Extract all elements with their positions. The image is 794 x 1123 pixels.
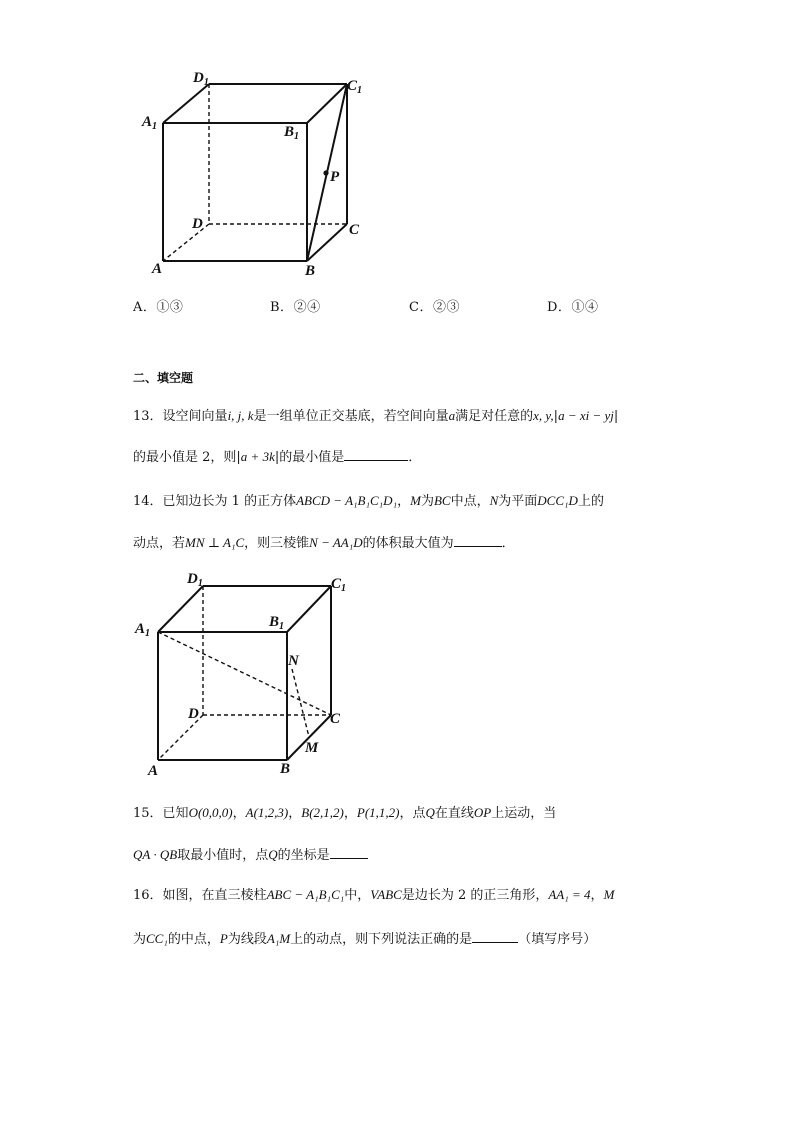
point-P xyxy=(323,170,328,175)
q16-text2: 中， xyxy=(344,888,371,903)
q13-text3: 满足对任意的 xyxy=(455,409,534,424)
q16-number: 16． xyxy=(133,888,163,903)
q15-dot-product: QA · QB xyxy=(133,847,178,862)
q15-point-O: O(0,0,0) xyxy=(188,805,233,820)
q15-line2 xyxy=(133,844,368,863)
q16-P: P xyxy=(219,931,228,946)
q14-text2: ， xyxy=(397,494,411,509)
q15-point-B: B(2,1,2) xyxy=(301,805,344,820)
q16-line1 xyxy=(133,884,614,903)
cube-2-svg xyxy=(130,565,370,785)
label-C1: $C_1$ xyxy=(347,78,363,96)
q15-text4: 上运动，当 xyxy=(491,806,557,821)
option-b-value: ②④ xyxy=(293,300,321,315)
label-C: C xyxy=(330,711,341,727)
label-B1: $B_1$ xyxy=(284,124,300,142)
q14-condition: MN ⊥ A₁C xyxy=(185,535,245,550)
label-M: M xyxy=(305,740,319,756)
q13-number: 13． xyxy=(133,409,163,424)
q16-text1: 如图，在直三棱柱 xyxy=(162,888,267,903)
q14-line1 xyxy=(133,490,604,509)
option-d-letter: D． xyxy=(547,300,572,315)
q13-end: ． xyxy=(408,450,422,465)
q14-M: M xyxy=(410,493,421,508)
label-A1: $A_1$ xyxy=(135,621,151,639)
label-A1: $A_1$ xyxy=(142,114,158,132)
diag-A1C xyxy=(158,632,331,715)
q13-xy: x, y, xyxy=(533,408,554,423)
q13-vector-a: a xyxy=(448,408,456,423)
q16-line2-text3: 上的动点，则下列说法正确的是 xyxy=(290,932,473,947)
q14-plane: DCC₁D xyxy=(537,493,578,508)
q13-line2-text2: 的最小值是 xyxy=(279,450,345,465)
q15-text2: ，点 xyxy=(399,806,426,821)
q16-line2 xyxy=(133,928,596,947)
q15-sep3: ， xyxy=(343,806,357,821)
q16-segment: A₁M xyxy=(266,931,291,946)
q15-line2-text1: 取最小值时，点 xyxy=(177,848,269,863)
edge-B1C1 xyxy=(307,84,347,123)
q14-text3: 为 xyxy=(420,494,434,509)
q14-line2 xyxy=(133,532,515,551)
option-b-letter: B． xyxy=(270,300,294,315)
q15-Q2: Q xyxy=(268,847,278,862)
q16-line2-text4: （填写序号） xyxy=(518,932,597,947)
figure-cube-2 xyxy=(130,565,370,785)
label-B: B xyxy=(305,263,316,279)
q15-text1: 已知 xyxy=(162,806,189,821)
q15-number: 15． xyxy=(133,806,163,821)
section-title: 二、填空题 xyxy=(133,371,194,385)
option-c-value: ②③ xyxy=(432,300,460,315)
option-b[interactable] xyxy=(270,296,321,315)
q16-cc1: CC₁ xyxy=(146,931,168,946)
q14-text4: 中点， xyxy=(450,494,490,509)
q14-line2-text1: 动点，若 xyxy=(133,536,186,551)
label-C: C xyxy=(349,222,360,238)
figure-cube-1 xyxy=(130,60,380,280)
q16-prism: ABC − A₁B₁C₁ xyxy=(266,887,345,902)
q14-text6: 上的 xyxy=(577,494,604,509)
edge-B1C1 xyxy=(287,586,331,632)
q15-point-P: P(1,1,2) xyxy=(356,805,400,820)
q14-line2-text3: 的体积最大值为 xyxy=(362,536,454,551)
q13-expr2: a + 3k xyxy=(240,449,275,464)
option-a-value: ①③ xyxy=(156,300,184,315)
label-A: A xyxy=(148,763,159,779)
q13-vectors: i, j, k xyxy=(227,408,254,423)
q13-line2: 的最小值是 2，则|a + 3k|的最小值是 ． xyxy=(133,449,422,465)
q14-text5: 为平面 xyxy=(498,494,538,509)
q15-sep2: ， xyxy=(288,806,302,821)
q16-M: M xyxy=(603,887,615,902)
q14-end: ． xyxy=(501,536,515,551)
option-a-letter: A． xyxy=(133,300,157,315)
q15-Q: Q xyxy=(425,805,435,820)
q16-text3: 是边长为 2 的正三角形， xyxy=(401,888,549,903)
option-c-letter: C． xyxy=(409,300,433,315)
q13-text1: 设空间向量 xyxy=(162,409,228,424)
q14-number: 14． xyxy=(133,494,163,509)
option-c[interactable] xyxy=(409,296,460,315)
label-B1: $B_1$ xyxy=(269,614,285,632)
q16-answer-blank[interactable] xyxy=(472,930,518,943)
q14-BC: BC xyxy=(433,493,451,508)
q16-line2-text1: 的中点， xyxy=(167,932,220,947)
q15-OP: OP xyxy=(473,805,492,820)
q15-answer-blank[interactable] xyxy=(330,846,368,859)
label-C1: $C_1$ xyxy=(331,576,347,594)
q15-text3: 在直线 xyxy=(434,806,474,821)
edge-D1A1 xyxy=(158,586,203,632)
option-d-value: ①④ xyxy=(571,300,599,315)
q13-expr1: a − xi − yj xyxy=(558,408,614,423)
cube-1-svg xyxy=(130,60,380,280)
edge-BC xyxy=(307,224,347,261)
q16-triangle: VABC xyxy=(370,887,402,902)
q13-answer-blank[interactable] xyxy=(344,448,408,461)
label-B: B xyxy=(280,761,291,777)
q14-N: N xyxy=(489,493,499,508)
q13-line2-text1: 的最小值是 2，则 xyxy=(133,450,237,465)
option-a[interactable] xyxy=(133,296,183,315)
q15-line2-text2: 的坐标是 xyxy=(277,848,330,863)
q13-text2: 是一组单位正交基底，若空间向量 xyxy=(253,409,449,424)
q15-sep1: ， xyxy=(232,806,246,821)
q16-text4: ， xyxy=(590,888,604,903)
edge-D1A1 xyxy=(163,84,209,123)
q14-line2-text2: ，则三棱锥 xyxy=(244,536,310,551)
label-D: D xyxy=(188,706,199,722)
answer-options xyxy=(133,296,733,316)
label-P: P xyxy=(330,169,340,185)
q14-cube: ABCD − A₁B₁C₁D₁ xyxy=(296,493,398,508)
q14-text1: 已知边长为 1 的正方体 xyxy=(162,494,297,509)
q14-answer-blank[interactable] xyxy=(454,534,502,547)
q13-line1: 13．设空间向量i, j, k是一组单位正交基底，若空间向量a满足对任意的x, y,|a − xi − yj| xyxy=(133,408,619,424)
q16-line2-text2: 为线段 xyxy=(227,932,267,947)
q14-tetrahedron: N − AA₁D xyxy=(309,535,363,550)
q15-line1 xyxy=(133,802,556,821)
option-d[interactable] xyxy=(547,296,598,315)
label-N: N xyxy=(288,653,299,669)
label-D1: $D_1$ xyxy=(193,70,209,88)
label-D1: $D_1$ xyxy=(187,571,203,589)
q16-aa1: AA₁ = 4 xyxy=(548,887,591,902)
label-D: D xyxy=(192,216,203,232)
label-A: A xyxy=(152,261,163,277)
q16-line2-text0: 为 xyxy=(133,932,147,947)
q15-point-A: A(1,2,3) xyxy=(245,805,289,820)
